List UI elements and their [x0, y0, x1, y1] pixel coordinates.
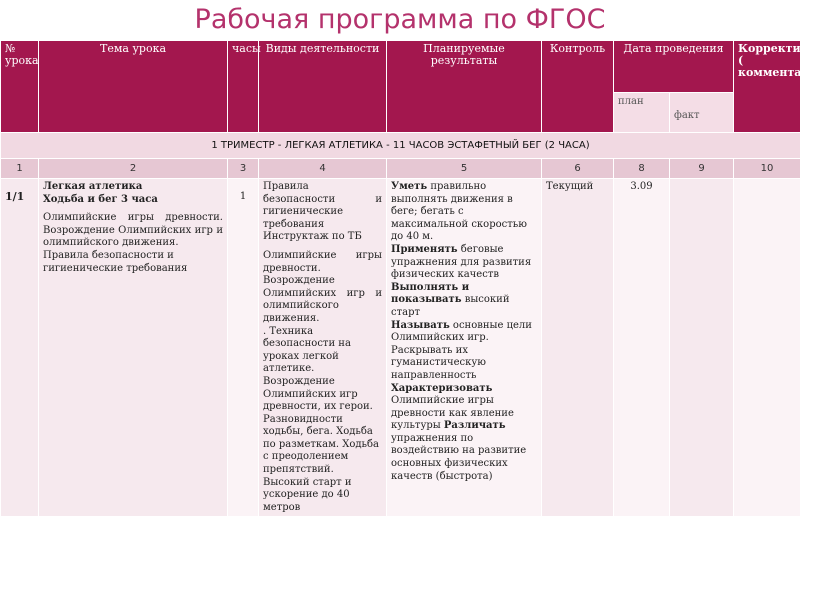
column-number: 9 — [670, 159, 734, 179]
plan-date: 3.09 — [614, 179, 670, 517]
results-text: упражнения по воздействию на развитие основных физических качеств (быстрота) — [391, 432, 527, 482]
correction-value — [734, 179, 801, 517]
header-num: № урока — [1, 41, 39, 133]
results-keyword: Уметь — [391, 181, 428, 192]
activities-text: Инструктаж по ТБ — [263, 231, 362, 243]
topic-subtitle: Ходьба и бег 3 часа — [43, 193, 158, 205]
topic-text: Правила безопасности и гигиенические требования — [43, 249, 188, 274]
column-number: 2 — [39, 159, 228, 179]
results-text: беговые упражнения для развития физических качеств — [391, 243, 532, 281]
results-keyword: Характеризовать — [391, 382, 493, 394]
trimester-row: 1 ТРИМЕСТР - ЛЕГКАЯ АТЛЕТИКА - 11 ЧАСОВ ЭСТАФЕТНЫЙ БЕГ (2 ЧАСА) — [1, 133, 801, 159]
header-hours: часы — [228, 41, 259, 133]
activities-cell — [259, 179, 387, 517]
results-keyword: Применять — [391, 243, 458, 255]
activities-text: Правила безопасности и гигиенические требования — [263, 181, 382, 230]
results-cell — [387, 179, 542, 517]
header-results: Планируемые результаты — [387, 41, 542, 133]
page-title: Рабочая программа по ФГОС — [194, 4, 606, 35]
program-table — [0, 40, 838, 517]
column-number: 3 — [228, 159, 259, 179]
header-control: Контроль — [542, 41, 614, 133]
activities-text: . Техника безопасности на уроках легкой атлетике. Возрождение Олимпийских игр древности, их герои. Разновидности ходьбы, бега. Ходьба по разметкам. Ходьба с преодолением препятствий. Высокий старт и ускорение до 40 метров — [263, 325, 379, 513]
activities-text: Олимпийские игры древности. Возрождение Олимпийских игр и олимпийского движения. — [263, 249, 382, 324]
column-number: 4 — [259, 159, 387, 179]
topic-text: Олимпийские игры древности. Возрождение Олимпийских игр и олимпийского движения. — [43, 212, 223, 249]
hours-value: 1 — [228, 179, 259, 517]
column-number: 6 — [542, 159, 614, 179]
table-row — [1, 179, 801, 517]
header-fact: факт — [670, 93, 734, 133]
header-date: Дата проведения — [614, 41, 734, 93]
header-topic: Тема урока — [39, 41, 228, 133]
header-activities: Виды деятельности — [259, 41, 387, 133]
topic-title: Легкая атлетика — [43, 181, 143, 192]
results-keyword: Различать — [443, 420, 506, 432]
column-number: 1 — [1, 159, 39, 179]
results-keyword: Выполнять и показывать — [391, 281, 470, 306]
column-number: 10 — [734, 159, 801, 179]
results-keyword: Называть — [391, 319, 450, 331]
column-number: 5 — [387, 159, 542, 179]
header-plan: план — [614, 93, 670, 133]
lesson-number: 1/1 — [1, 179, 39, 517]
results-text: основные цели Олимпийских игр. Раскрывать их гуманистическую направленность — [391, 319, 532, 381]
results-text: высокий старт — [391, 294, 510, 318]
header-correction: Корректировка ( комментарии) — [734, 41, 801, 133]
results-text: Олимпийские игры древности как явление культуры — [391, 395, 514, 432]
control-value: Текущий — [542, 179, 614, 517]
topic-cell — [39, 179, 228, 517]
fact-date — [670, 179, 734, 517]
results-text: правильно выполнять движения в беге; бегать с максимальной скоростью до 40 м. — [391, 181, 527, 243]
column-number: 8 — [614, 159, 670, 179]
